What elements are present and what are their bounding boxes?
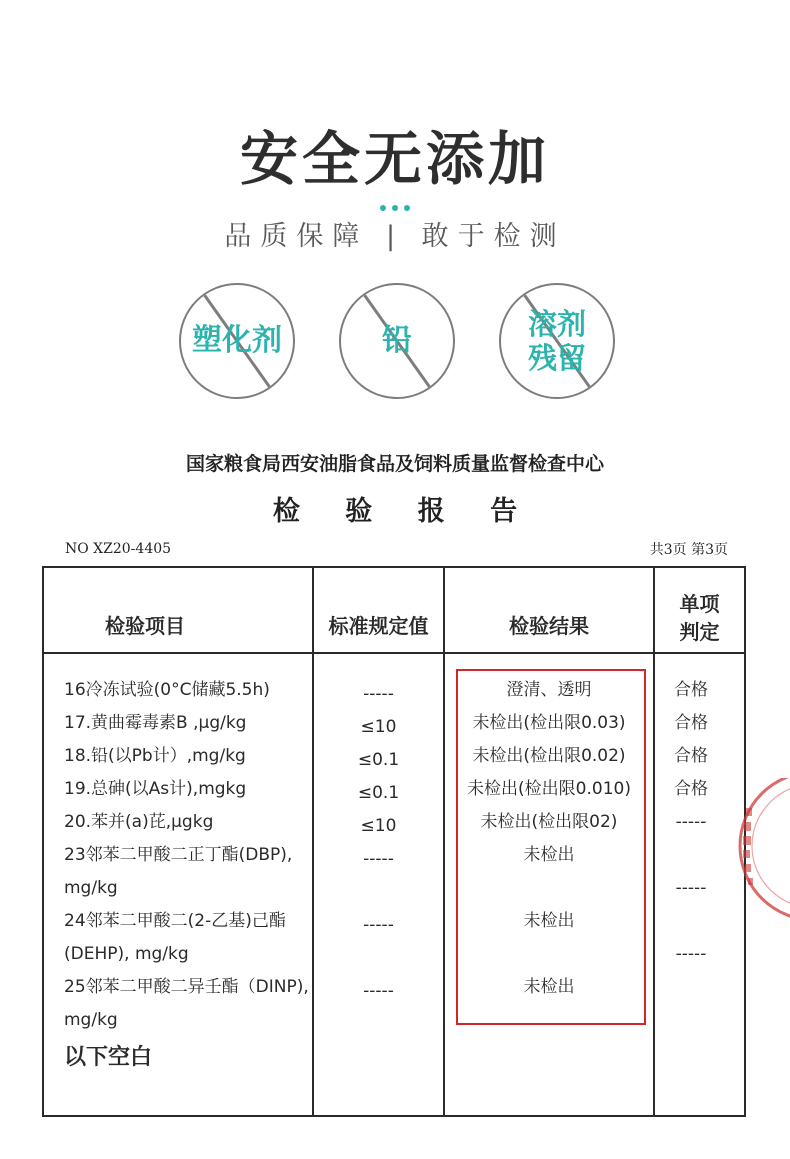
column-header-result: 检验结果 [509, 614, 589, 638]
row-item: 19.总砷(以As计),mgkg [64, 779, 247, 799]
row-standard: ≤0.1 [357, 750, 400, 770]
column-divider [653, 568, 655, 1115]
judge-header-line1: 单项 [679, 592, 720, 616]
column-header-judgement [655, 590, 744, 646]
row-standard: ----- [363, 915, 394, 935]
row-item: mg/kg [64, 878, 118, 898]
row-standard: ≤10 [360, 816, 397, 836]
report-number: NO XZ20-4405 [65, 541, 172, 557]
no-lead-badge [339, 283, 455, 399]
header-divider [44, 652, 744, 654]
row-result: 未检出(检出限02) [480, 812, 618, 832]
column-header-standard: 标准规定值 [328, 614, 429, 638]
badge-label-line2: 残留 [527, 341, 586, 375]
inspection-table [42, 566, 746, 1117]
row-judgement: ----- [675, 944, 707, 964]
row-standard: ≤0.1 [357, 783, 400, 803]
row-result: 未检出(检出限0.010) [467, 779, 631, 799]
row-standard: ----- [363, 684, 394, 704]
row-result: 未检出 [523, 911, 575, 931]
row-judgement: 合格 [674, 680, 708, 700]
end-of-report-text: 以下空白 [64, 1045, 153, 1070]
decorative-dots [0, 196, 790, 215]
row-item: 20.苯并(a)芘,μgkg [64, 812, 214, 832]
judge-header-line2: 判定 [679, 620, 720, 644]
row-item: 25邻苯二甲酸二异壬酯（DINP), [64, 977, 309, 997]
official-seal-stamp [724, 778, 790, 918]
row-judgement: 合格 [674, 713, 708, 733]
report-title: 检 验 报 告 [272, 496, 536, 527]
row-item: 23邻苯二甲酸二正丁酯(DBP), [64, 845, 293, 865]
row-item: 17.黄曲霉毒素B ,μg/kg [64, 713, 247, 733]
row-item: 24邻苯二甲酸二(2-乙基)己酯 [64, 911, 286, 931]
row-judgement: 合格 [674, 746, 708, 766]
row-judgement: 合格 [674, 779, 708, 799]
row-result: 澄清、透明 [506, 680, 592, 700]
badge-label [501, 285, 613, 397]
tagline: 品质保障 | 敢于检测 [224, 221, 566, 252]
row-item: 18.铅(以Pb计）,mg/kg [64, 746, 246, 766]
badge-label: 铅 [382, 323, 412, 358]
row-item: mg/kg [64, 1010, 118, 1030]
headline: 安全无添加 [239, 125, 550, 193]
row-result: 未检出(检出限0.02) [472, 746, 626, 766]
organization-name: 国家粮食局西安油脂食品及饲料质量监督检查中心 [185, 453, 604, 475]
column-header-item: 检验项目 [105, 614, 185, 638]
badge-label: 塑化剂 [192, 323, 282, 358]
row-standard: ≤10 [360, 717, 397, 737]
row-judgement: ----- [675, 812, 707, 832]
row-standard: ----- [363, 981, 394, 1001]
no-solvent-residue-badge [499, 283, 615, 399]
no-plasticizer-badge [179, 283, 295, 399]
row-judgement: ----- [675, 878, 707, 898]
row-result: 未检出(检出限0.03) [472, 713, 626, 733]
row-result: 未检出 [523, 845, 575, 865]
row-standard: ----- [363, 849, 394, 869]
row-item: (DEHP), mg/kg [64, 944, 189, 964]
page-indicator: 共3页 第3页 [649, 542, 728, 558]
row-item: 16冷冻试验(0°C储藏5.5h) [64, 680, 270, 700]
badge-label-line1: 溶剂 [527, 307, 586, 341]
row-result: 未检出 [523, 977, 575, 997]
